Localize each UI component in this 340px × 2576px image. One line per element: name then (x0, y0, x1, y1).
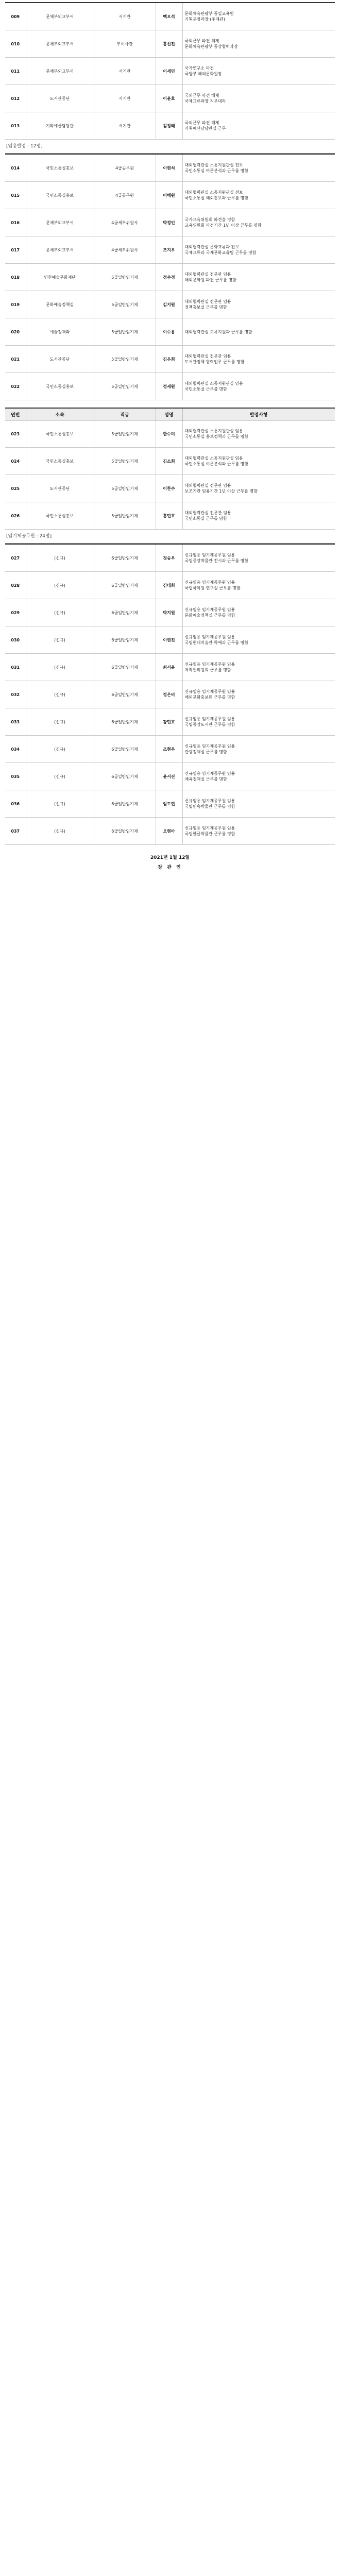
row-grade: 5급일반임기제 (94, 264, 156, 291)
table-row (5, 599, 335, 626)
row-org: 도서관공단 (26, 346, 94, 373)
row-order: 대외협력관실 전문관 임용 정책홍보실 근무를 명함 (182, 291, 335, 318)
row-org: 국민소통실홍보 (26, 182, 94, 209)
row-grade: 6급일반임기제 (94, 572, 156, 599)
row-name: 홍민호 (156, 502, 182, 530)
table-row (5, 544, 335, 572)
table-row (5, 236, 335, 264)
row-number: 028 (5, 572, 26, 599)
row-order: 대외협력관실 전문관 임용 국민소통실 근무를 명함 (182, 502, 335, 530)
row-number: 021 (5, 346, 26, 373)
row-order: 신규임용 임기제공무원 임용 저작권위원회 근무를 명함 (182, 654, 335, 681)
row-grade: 서기관 (94, 85, 156, 112)
table-body (5, 154, 335, 400)
row-number: 031 (5, 654, 26, 681)
row-org: 문화예술정책실 (26, 291, 94, 318)
row-number: 020 (5, 318, 26, 346)
row-order: 신규임용 임기제공무원 임용 국립중앙도서관 근무를 명함 (182, 708, 335, 736)
row-org: 국민소통실홍보 (26, 373, 94, 400)
row-order: 국가교육위원회 파견을 명함 교육위원회 파견기간 1년 이상 근무를 명함 (182, 209, 335, 236)
row-org: (신규) (26, 763, 94, 790)
row-grade: 5급일반임기제 (94, 291, 156, 318)
row-order: 대외협력관실 문화교류과 전보 국제교류과 국제문화교류팀 근무를 명함 (182, 236, 335, 264)
row-name: 김태희 (156, 572, 182, 599)
row-order: 신규임용 임기제공무원 임용 국립중앙박물관 전시과 근무를 명함 (182, 544, 335, 572)
row-grade: 6급일반임기제 (94, 626, 156, 654)
row-org: 문체부외교부서 (26, 58, 94, 85)
section-label: [임기제공무원 : 24명] (5, 530, 335, 544)
signature: 장 관 인 (158, 865, 182, 870)
row-org: (신규) (26, 681, 94, 708)
row-name: 이현석 (156, 154, 182, 182)
row-name: 이세민 (156, 58, 182, 85)
row-order: 국가연구소 파견 국방부 해외문화원장 (182, 58, 335, 85)
row-name: 박지원 (156, 599, 182, 626)
row-name: 조현우 (156, 736, 182, 763)
row-name: 이수용 (156, 318, 182, 346)
row-org: 문체부외교부서 (26, 3, 94, 30)
row-grade: 서기관 (94, 3, 156, 30)
col-order-header: 발령사항 (182, 408, 335, 420)
row-grade: 5급일반임기제 (94, 318, 156, 346)
row-org: 국민소통실홍보 (26, 448, 94, 475)
row-order: 대외협력관실 교류지원과 근무를 명함 (182, 318, 335, 346)
table-row (5, 818, 335, 845)
row-number: 027 (5, 544, 26, 572)
row-number: 036 (5, 790, 26, 818)
row-name: 오현아 (156, 818, 182, 845)
col-org-header: 소속 (26, 408, 94, 420)
row-number: 025 (5, 475, 26, 502)
row-org: 국민소통실홍보 (26, 502, 94, 530)
row-number: 012 (5, 85, 26, 112)
row-number: 033 (5, 708, 26, 736)
row-number: 030 (5, 626, 26, 654)
row-grade: 4급세부위원사 (94, 209, 156, 236)
row-grade: 6급일반임기제 (94, 790, 156, 818)
order-table-3 (5, 408, 335, 530)
row-order: 대외협력관실 소통지원관실 전보 국민소통실 여론분석과 근무를 명함 (182, 154, 335, 182)
table-row (5, 681, 335, 708)
table-row (5, 448, 335, 475)
table-header-row (5, 408, 335, 420)
row-grade: 6급일반임기제 (94, 818, 156, 845)
row-number: 016 (5, 209, 26, 236)
row-order: 신규임용 임기제공무원 임용 국립한글박물관 근무를 명함 (182, 818, 335, 845)
row-grade: 4급공무원 (94, 182, 156, 209)
table-row (5, 58, 335, 85)
row-org: 예술정책과 (26, 318, 94, 346)
row-org: (신규) (26, 599, 94, 626)
row-order: 신규임용 임기제공무원 임용 체육정책실 근무를 명함 (182, 763, 335, 790)
row-number: 034 (5, 736, 26, 763)
row-org: 국민소통실홍보 (26, 154, 94, 182)
table-row (5, 763, 335, 790)
row-name: 정은비 (156, 681, 182, 708)
section-label: [임용발령 : 12명] (5, 140, 335, 154)
table-row (5, 264, 335, 291)
table-row (5, 112, 335, 140)
row-order: 신규임용 임기제공무원 임용 해외문화홍보원 근무를 명함 (182, 681, 335, 708)
col-name-header: 성명 (156, 408, 182, 420)
row-name: 강민호 (156, 708, 182, 736)
row-org: 문체부외교부서 (26, 209, 94, 236)
order-table-4 (5, 544, 335, 845)
row-order: 신규임용 임기제공무원 임용 문화예술정책실 근무를 명함 (182, 599, 335, 626)
row-number: 014 (5, 154, 26, 182)
row-number: 032 (5, 681, 26, 708)
row-grade: 6급일반임기제 (94, 763, 156, 790)
row-name: 정세원 (156, 373, 182, 400)
table-body (5, 3, 335, 140)
row-grade: 5급일반임기제 (94, 502, 156, 530)
row-order: 대외협력관실 소통지원관실 임용 국민소통실 여론분석과 근무를 명함 (182, 448, 335, 475)
row-name: 한수미 (156, 420, 182, 448)
table-row (5, 182, 335, 209)
row-name: 김정래 (156, 112, 182, 140)
row-grade: 6급일반임기제 (94, 599, 156, 626)
row-order: 대외협력관실 소통지원관실 임용 국민소통실 홍보정책과 근무를 명함 (182, 420, 335, 448)
table-row (5, 420, 335, 448)
row-name: 김소희 (156, 448, 182, 475)
row-order: 대외협력관실 소통지원관실 전보 국민소통실 해외홍보과 근무를 명함 (182, 182, 335, 209)
table-row (5, 3, 335, 30)
row-name: 김은희 (156, 346, 182, 373)
row-org: (신규) (26, 708, 94, 736)
row-grade: 서기관 (94, 112, 156, 140)
row-number: 029 (5, 599, 26, 626)
col-grade-header: 직급 (94, 408, 156, 420)
row-order: 대외협력관실 전문관 임용 해외문화원 파견 근무를 명함 (182, 264, 335, 291)
table-row (5, 790, 335, 818)
row-number: 017 (5, 236, 26, 264)
order-table-2 (5, 154, 335, 400)
table-row (5, 572, 335, 599)
row-grade: 5급일반임기제 (94, 475, 156, 502)
table-row (5, 209, 335, 236)
row-number: 011 (5, 58, 26, 85)
row-grade: 4급세부위원사 (94, 236, 156, 264)
row-order: 대외협력관실 전문관 임용 보조기관 임용기간 1년 이상 근무를 명함 (182, 475, 335, 502)
row-org: 국민소통실홍보 (26, 420, 94, 448)
row-org: 도서관공단 (26, 475, 94, 502)
order-table-1 (5, 2, 335, 140)
row-name: 윤서진 (156, 763, 182, 790)
row-grade: 4급공무원 (94, 154, 156, 182)
row-number: 018 (5, 264, 26, 291)
personnel-order-document (5, 0, 335, 870)
row-org: (신규) (26, 818, 94, 845)
row-grade: 부이사관 (94, 30, 156, 58)
table-row (5, 346, 335, 373)
row-name: 홍신진 (156, 30, 182, 58)
row-order: 신규임용 임기제공무원 임용 관광정책실 근무를 명함 (182, 736, 335, 763)
row-grade: 서기관 (94, 58, 156, 85)
row-order: 국외근무 파견 해제 국제교류과장 직무대리 (182, 85, 335, 112)
row-org: 인천예술문화재단 (26, 264, 94, 291)
table-row (5, 318, 335, 346)
table-row (5, 475, 335, 502)
row-name: 이해원 (156, 182, 182, 209)
row-grade: 6급일반임기제 (94, 544, 156, 572)
row-name: 정승우 (156, 544, 182, 572)
row-name: 임도현 (156, 790, 182, 818)
table-row (5, 502, 335, 530)
row-org: 기획예산담당관 (26, 112, 94, 140)
row-grade: 6급일반임기제 (94, 681, 156, 708)
row-org: 문체부외교부서 (26, 30, 94, 58)
row-name: 이현진 (156, 626, 182, 654)
row-order: 대외협력관실 전문관 임용 도서관정책 협력업무 근무를 명함 (182, 346, 335, 373)
row-number: 037 (5, 818, 26, 845)
row-name: 백오석 (156, 3, 182, 30)
row-order: 신규임용 임기제공무원 임용 국립현대미술관 학예과 근무를 명함 (182, 626, 335, 654)
row-order: 신규임용 임기제공무원 임용 국립국악원 연구실 근무를 명함 (182, 572, 335, 599)
row-order: 대외협력관실 소통지원관실 임용 국민소통실 근무를 명함 (182, 373, 335, 400)
row-org: (신규) (26, 736, 94, 763)
issue-date: 2021년 1월 12일 (150, 855, 190, 860)
row-order: 국외근무 파견 해제 문화체육관광부 통상협력과장 (182, 30, 335, 58)
row-name: 박정인 (156, 209, 182, 236)
row-org: 도서관공단 (26, 85, 94, 112)
row-org: (신규) (26, 626, 94, 654)
table-body (5, 420, 335, 530)
table-row (5, 85, 335, 112)
row-name: 이윤호 (156, 85, 182, 112)
row-order: 문화체육관광부 통일교육원 기획운영과장 (주재관) (182, 3, 335, 30)
row-order: 국외근무 파견 해제 기획예산담당관실 근무 (182, 112, 335, 140)
row-name: 정수정 (156, 264, 182, 291)
col-number-header: 연번 (5, 408, 26, 420)
row-number: 035 (5, 763, 26, 790)
row-grade: 6급일반임기제 (94, 708, 156, 736)
row-name: 최서윤 (156, 654, 182, 681)
table-row (5, 30, 335, 58)
table-body (5, 544, 335, 845)
row-org: (신규) (26, 572, 94, 599)
row-name: 김지원 (156, 291, 182, 318)
table-row (5, 373, 335, 400)
row-org: (신규) (26, 790, 94, 818)
row-grade: 6급일반임기제 (94, 654, 156, 681)
row-number: 015 (5, 182, 26, 209)
row-name: 이찬수 (156, 475, 182, 502)
row-number: 022 (5, 373, 26, 400)
row-grade: 6급일반임기제 (94, 736, 156, 763)
row-number: 019 (5, 291, 26, 318)
row-org: (신규) (26, 654, 94, 681)
table-row (5, 708, 335, 736)
table-row (5, 154, 335, 182)
row-number: 013 (5, 112, 26, 140)
row-org: (신규) (26, 544, 94, 572)
row-number: 026 (5, 502, 26, 530)
row-number: 023 (5, 420, 26, 448)
row-number: 024 (5, 448, 26, 475)
row-grade: 5급일반임기제 (94, 373, 156, 400)
row-org: 문체부외교부서 (26, 236, 94, 264)
row-name: 조지우 (156, 236, 182, 264)
table-row (5, 626, 335, 654)
row-grade: 5급일반임기제 (94, 420, 156, 448)
row-number: 009 (5, 3, 26, 30)
row-order: 신규임용 임기제공무원 임용 국립민속박물관 근무를 명함 (182, 790, 335, 818)
table-row (5, 736, 335, 763)
row-grade: 5급일반임기제 (94, 346, 156, 373)
table-row (5, 291, 335, 318)
table-row (5, 654, 335, 681)
row-grade: 5급일반임기제 (94, 448, 156, 475)
row-number: 010 (5, 30, 26, 58)
